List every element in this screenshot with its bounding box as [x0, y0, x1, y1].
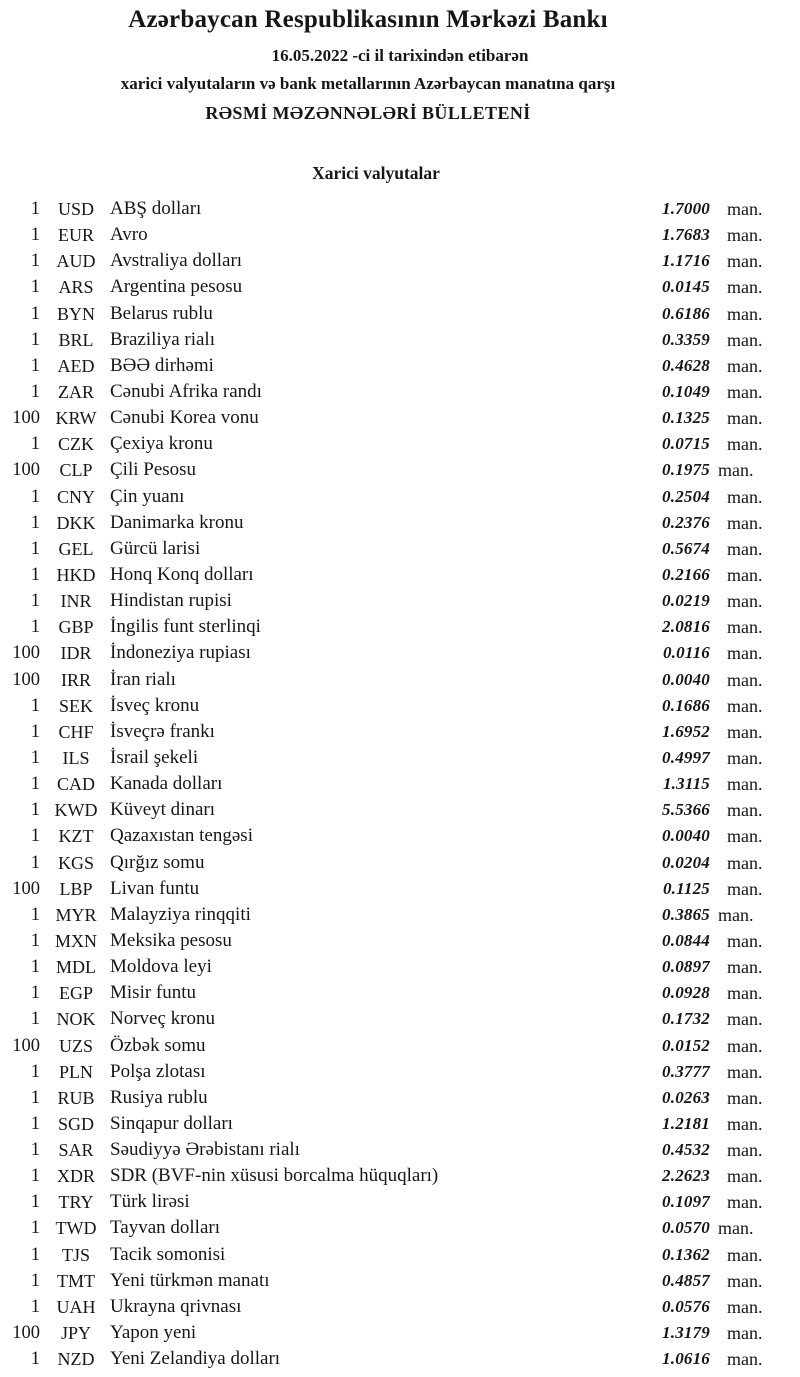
rate-row: [0, 431, 800, 457]
unit-label: man.: [727, 1244, 763, 1265]
currency-name: Yeni Zelandiya dolları: [110, 1348, 281, 1370]
unit-label: man.: [718, 904, 754, 925]
currency-code: JPY: [60, 1323, 91, 1344]
currency-name: Malayziya rinqqiti: [110, 903, 251, 925]
quantity-value: 1: [30, 1244, 40, 1265]
quantity-value: 1: [30, 957, 40, 978]
currency-code: MDL: [56, 957, 96, 978]
currency-code: IDR: [60, 643, 92, 664]
rate-row: [0, 954, 800, 980]
rate-row: [0, 457, 800, 483]
rate-row: [0, 902, 800, 928]
currency-name: İndoneziya rupiası: [110, 642, 251, 664]
rate-row: [0, 876, 800, 902]
unit-label: man.: [718, 1218, 754, 1239]
quantity-value: 1: [30, 1140, 40, 1161]
currency-code: SGD: [57, 1113, 94, 1134]
currency-name: Cənubi Afrika randı: [110, 380, 262, 402]
quantity-value: 1: [30, 434, 40, 455]
currency-name: Misir funtu: [110, 982, 197, 1004]
currency-code: XDR: [56, 1166, 95, 1187]
currency-name: Norveç kronu: [110, 1008, 215, 1030]
currency-code: TRY: [58, 1192, 94, 1213]
currency-code: LBP: [59, 878, 93, 899]
quantity-value: 1: [30, 538, 40, 559]
rate-value: 1.0616: [662, 1349, 710, 1369]
currency-name: Honq Konq dolları: [110, 563, 254, 585]
quantity-value: 1: [30, 486, 40, 507]
rate-value: 1.1716: [662, 251, 710, 271]
rate-row: [0, 823, 800, 849]
quantity-value: 1: [30, 1113, 40, 1134]
rate-value: 1.3179: [662, 1323, 710, 1343]
unit-label: man.: [727, 930, 763, 951]
quantity-value: 1: [30, 251, 40, 272]
unit-label: man.: [727, 251, 763, 272]
rate-value: 0.1325: [662, 408, 710, 428]
rate-value: 0.5674: [662, 538, 710, 558]
currency-code: USD: [57, 199, 94, 219]
quantity-value: 1: [30, 355, 40, 376]
currency-name: Türk lirəsi: [110, 1191, 190, 1213]
rate-row: [0, 1006, 800, 1032]
currency-code: EUR: [58, 225, 94, 246]
unit-label: man.: [727, 695, 763, 716]
currency-code: KWD: [54, 800, 98, 821]
currency-name: Çexiya kronu: [110, 433, 213, 455]
currency-code: AUD: [56, 251, 96, 272]
rate-row: [0, 510, 800, 536]
quantity-value: 1: [30, 1349, 40, 1370]
rates-table: [0, 196, 800, 1372]
unit-label: man.: [727, 643, 763, 664]
rate-row: [0, 719, 800, 745]
currency-code: UAH: [56, 1296, 96, 1317]
quantity-value: 1: [30, 983, 40, 1004]
currency-name: Tacik somonisi: [110, 1243, 226, 1265]
unit-label: man.: [727, 957, 763, 978]
quantity-value: 1: [30, 1218, 40, 1239]
rate-row: [0, 379, 800, 405]
rate-row: [0, 1163, 800, 1189]
currency-code: ZAR: [58, 381, 94, 402]
rate-value: 0.0715: [662, 434, 710, 454]
rate-value: 0.4997: [662, 747, 710, 767]
currency-name: Yapon yeni: [110, 1322, 197, 1344]
unit-label: man.: [727, 1323, 763, 1344]
currency-code: DKK: [56, 512, 96, 533]
rate-row: [0, 196, 800, 222]
rate-value: 0.0145: [662, 277, 710, 297]
unit-label: man.: [727, 408, 763, 429]
quantity-value: 1: [30, 904, 40, 925]
rate-row: [0, 1033, 800, 1059]
unit-label: man.: [727, 434, 763, 455]
rate-row: [0, 1111, 800, 1137]
rate-row: [0, 405, 800, 431]
quantity-value: 1: [30, 591, 40, 612]
unit-label: man.: [727, 199, 763, 219]
currency-name: Avstraliya dolları: [110, 250, 243, 272]
quantity-value: 100: [12, 878, 40, 899]
currency-name: Çin yuanı: [110, 485, 185, 507]
unit-label: man.: [727, 1035, 763, 1056]
rate-value: 0.1975: [662, 460, 710, 480]
rate-row: [0, 353, 800, 379]
unit-label: man.: [727, 591, 763, 612]
currency-name: Avro: [110, 224, 148, 246]
currency-code: PLN: [58, 1061, 93, 1082]
unit-label: man.: [727, 878, 763, 899]
unit-label: man.: [727, 800, 763, 821]
rate-row: [0, 928, 800, 954]
currency-code: SAR: [58, 1140, 94, 1161]
unit-label: man.: [727, 1296, 763, 1317]
rate-row: [0, 1059, 800, 1085]
unit-label: man.: [727, 381, 763, 402]
unit-label: man.: [727, 1087, 763, 1108]
unit-label: man.: [727, 1113, 763, 1134]
currency-code: TMT: [57, 1270, 95, 1291]
rate-row: [0, 1242, 800, 1268]
currency-name: Tayvan dolları: [110, 1217, 220, 1239]
rate-row: [0, 667, 800, 693]
rate-value: 1.7000: [662, 199, 710, 218]
quantity-value: 1: [30, 721, 40, 742]
currency-code: NOK: [56, 1009, 96, 1030]
quantity-value: 100: [12, 1323, 40, 1344]
currency-code: IRR: [60, 669, 91, 690]
currency-name: Cənubi Korea vonu: [110, 407, 259, 429]
rate-value: 0.1362: [662, 1244, 710, 1264]
rate-row: [0, 274, 800, 300]
rate-row: [0, 248, 800, 274]
unit-label: man.: [727, 774, 763, 795]
currency-name: Polşa zlotası: [110, 1060, 206, 1082]
unit-label: man.: [727, 355, 763, 376]
currency-name: Səudiyyə Ərəbistanı rialı: [110, 1139, 300, 1161]
quantity-value: 1: [30, 1061, 40, 1082]
currency-name: Sinqapur dolları: [110, 1112, 233, 1134]
rate-row: [0, 301, 800, 327]
rate-row: [0, 850, 800, 876]
subtitle-line: xarici valyutaların və bank metallarının Azərbaycan manatına qarşı: [120, 74, 616, 93]
rate-value: 0.1097: [662, 1192, 710, 1212]
currency-code: BRL: [58, 329, 94, 350]
rate-row: [0, 562, 800, 588]
rate-value: 0.0928: [662, 983, 710, 1003]
unit-label: man.: [727, 1349, 763, 1370]
quantity-value: 1: [30, 1009, 40, 1030]
currency-code: GBP: [58, 617, 94, 638]
unit-label: man.: [727, 669, 763, 690]
rate-row: [0, 1215, 800, 1241]
rate-row: [0, 745, 800, 771]
currency-name: ABŞ dolları: [110, 198, 202, 219]
quantity-value: 1: [30, 564, 40, 585]
rate-value: 0.0116: [662, 643, 710, 663]
rate-row: [0, 693, 800, 719]
unit-label: man.: [727, 277, 763, 298]
currency-name: Hindistan rupisi: [110, 590, 232, 612]
unit-label: man.: [727, 983, 763, 1004]
currency-code: BYN: [56, 303, 95, 324]
bulletin-title: RƏSMİ MƏZƏNNƏLƏRİ BÜLLETENİ: [205, 103, 531, 123]
currency-name: Braziliya rialı: [110, 328, 215, 350]
rate-value: 1.2181: [662, 1113, 710, 1133]
rate-row: [0, 1320, 800, 1346]
unit-label: man.: [727, 1270, 763, 1291]
rate-value: 0.3865: [662, 904, 710, 924]
rate-row: [0, 536, 800, 562]
unit-label: man.: [727, 486, 763, 507]
rate-value: 2.0816: [662, 617, 710, 637]
quantity-value: 100: [12, 643, 40, 664]
currency-name: Meksika pesosu: [110, 929, 232, 951]
rate-row: [0, 614, 800, 640]
quantity-value: 100: [12, 1035, 40, 1056]
rate-row: [0, 1294, 800, 1320]
quantity-value: 1: [30, 225, 40, 246]
rate-value: 0.0204: [662, 852, 710, 872]
currency-code: TJS: [61, 1244, 90, 1265]
rate-value: 0.0040: [662, 826, 710, 846]
quantity-value: 1: [30, 1296, 40, 1317]
currency-code: GEL: [58, 538, 94, 559]
quantity-value: 100: [12, 408, 40, 429]
currency-name: BƏƏ dirhəmi: [110, 354, 214, 376]
quantity-value: 1: [30, 199, 40, 219]
rate-row: [0, 1189, 800, 1215]
currency-code: ILS: [62, 747, 90, 768]
currency-name: İran rialı: [110, 668, 176, 690]
rate-value: 0.0844: [662, 930, 710, 950]
currency-name: Çili Pesosu: [110, 459, 197, 481]
currency-code: CHF: [58, 721, 94, 742]
currency-code: INR: [60, 591, 92, 612]
rate-row: [0, 484, 800, 510]
rate-value: 0.2376: [662, 512, 710, 532]
quantity-value: 1: [30, 852, 40, 873]
unit-label: man.: [727, 1192, 763, 1213]
currency-name: Yeni türkmən manatı: [110, 1269, 270, 1291]
rate-row: [0, 1346, 800, 1372]
quantity-value: 1: [30, 747, 40, 768]
unit-label: man.: [727, 1140, 763, 1161]
rate-value: 1.6952: [662, 721, 710, 741]
currency-code: CNY: [56, 486, 95, 507]
currency-name: Qazaxıstan tengəsi: [110, 825, 253, 847]
rate-value: 2.2623: [662, 1166, 710, 1186]
quantity-value: 100: [12, 669, 40, 690]
effective-date-line: 16.05.2022 -ci il tarixindən etibarən: [271, 46, 529, 65]
rate-value: 0.3359: [662, 329, 710, 349]
rate-row: [0, 1268, 800, 1294]
rate-value: 1.3115: [662, 774, 710, 794]
currency-code: KZT: [58, 826, 94, 847]
currency-code: MYR: [55, 904, 97, 925]
quantity-value: 1: [30, 329, 40, 350]
quantity-value: 1: [30, 800, 40, 821]
rate-row: [0, 1137, 800, 1163]
currency-name: Gürcü larisi: [110, 537, 201, 559]
unit-label: man.: [727, 329, 763, 350]
page-title: Azərbaycan Respublikasının Mərkəzi Bankı: [128, 6, 608, 33]
currency-name: Rusiya rublu: [110, 1086, 208, 1108]
currency-code: RUB: [57, 1087, 95, 1108]
rate-value: 0.0576: [662, 1296, 710, 1316]
quantity-value: 1: [30, 1166, 40, 1187]
currency-name: Danimarka kronu: [110, 511, 244, 533]
quantity-value: 1: [30, 277, 40, 298]
quantity-value: 1: [30, 617, 40, 638]
unit-label: man.: [727, 512, 763, 533]
currency-name: İngilis funt sterlinqi: [110, 616, 261, 638]
currency-name: Özbək somu: [110, 1034, 206, 1056]
rate-row: [0, 771, 800, 797]
unit-label: man.: [727, 564, 763, 585]
quantity-value: 1: [30, 930, 40, 951]
currency-code: NZD: [57, 1349, 95, 1370]
unit-label: man.: [727, 225, 763, 246]
rate-value: 0.0897: [662, 957, 710, 977]
currency-code: AED: [57, 355, 95, 376]
currency-code: EGP: [58, 983, 93, 1004]
quantity-value: 1: [30, 381, 40, 402]
quantity-value: 1: [30, 826, 40, 847]
unit-label: man.: [727, 747, 763, 768]
currency-code: CZK: [58, 434, 94, 455]
rate-value: 0.1049: [662, 381, 710, 401]
rate-row: [0, 980, 800, 1006]
rate-value: 0.3777: [662, 1061, 710, 1081]
currency-name: Küveyt dinarı: [110, 799, 216, 821]
currency-code: UZS: [58, 1035, 93, 1056]
rate-value: 0.1732: [662, 1009, 710, 1029]
rate-row: [0, 797, 800, 823]
rate-row: [0, 588, 800, 614]
rate-value: 0.6186: [662, 303, 710, 323]
rate-row: [0, 327, 800, 353]
currency-name: Ukrayna qrivnası: [110, 1295, 242, 1317]
unit-label: man.: [727, 826, 763, 847]
quantity-value: 1: [30, 303, 40, 324]
currency-name: Belarus rublu: [110, 302, 213, 324]
currency-code: KRW: [55, 408, 97, 429]
rate-value: 0.2504: [662, 486, 710, 506]
currency-name: Kanada dolları: [110, 773, 223, 795]
quantity-value: 1: [30, 774, 40, 795]
quantity-value: 1: [30, 512, 40, 533]
quantity-value: 1: [30, 1087, 40, 1108]
unit-label: man.: [727, 1166, 763, 1187]
rate-value: 0.1686: [662, 695, 710, 715]
currency-code: CLP: [59, 460, 93, 481]
rate-value: 0.4857: [662, 1270, 710, 1290]
rate-value: 0.0152: [662, 1035, 710, 1055]
currency-name: İsrail şekeli: [110, 746, 199, 768]
rate-value: 5.5366: [662, 800, 710, 820]
currency-name: Livan funtu: [110, 877, 200, 899]
unit-label: man.: [727, 852, 763, 873]
currency-code: ARS: [58, 277, 94, 298]
rate-value: 0.0263: [662, 1087, 710, 1107]
unit-label: man.: [727, 617, 763, 638]
currency-code: HKD: [56, 564, 96, 585]
unit-label: man.: [727, 1009, 763, 1030]
unit-label: man.: [727, 538, 763, 559]
currency-code: MXN: [54, 930, 97, 951]
currency-code: SEK: [58, 695, 93, 716]
rate-value: 0.0570: [662, 1218, 710, 1238]
quantity-value: 1: [30, 1270, 40, 1291]
quantity-value: 1: [30, 1192, 40, 1213]
currency-code: CAD: [56, 774, 95, 795]
quantity-value: 1: [30, 695, 40, 716]
currency-name: Qırğız somu: [110, 851, 205, 873]
unit-label: man.: [727, 1061, 763, 1082]
rate-value: 0.2166: [662, 564, 710, 584]
rate-value: 0.1125: [662, 878, 710, 898]
unit-label: man.: [718, 460, 754, 481]
unit-label: man.: [727, 303, 763, 324]
currency-name: Argentina pesosu: [110, 276, 243, 298]
rate-row: [0, 1085, 800, 1111]
rate-row: [0, 222, 800, 248]
rate-value: 0.0040: [662, 669, 710, 689]
rate-value: 0.4628: [662, 355, 710, 375]
currency-name: İsveçrə frankı: [110, 720, 215, 742]
currency-code: KGS: [57, 852, 94, 873]
quantity-value: 100: [12, 460, 40, 481]
unit-label: man.: [727, 721, 763, 742]
currency-code: TWD: [55, 1218, 97, 1239]
currency-name: İsveç kronu: [110, 694, 200, 716]
rate-value: 0.4532: [662, 1140, 710, 1160]
rate-value: 0.0219: [662, 591, 710, 611]
section-title-foreign-currencies: Xarici valyutalar: [312, 163, 440, 183]
currency-name: Moldova leyi: [110, 956, 212, 978]
rate-value: 1.7683: [662, 225, 710, 245]
rate-row: [0, 640, 800, 666]
currency-name: SDR (BVF-nin xüsusi borcalma hüquqları): [110, 1165, 439, 1187]
